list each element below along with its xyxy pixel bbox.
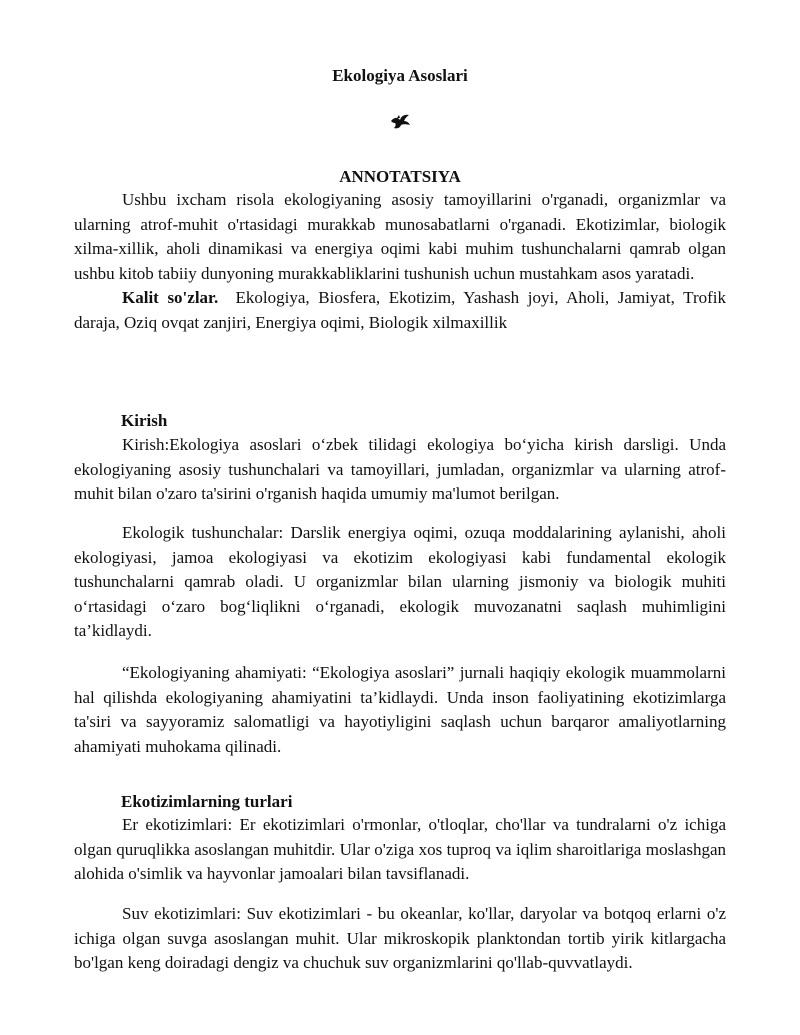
ecosystems-paragraph-2-block bbox=[74, 902, 726, 976]
intro-paragraph-3-block bbox=[74, 661, 726, 759]
document-title: Ekologiya Asoslari bbox=[332, 66, 468, 85]
intro-paragraph: Ekologik tushunchalar: Darslik energiya oqimi, ozuqa moddalarining aylanishi, aholi ekologiyasi, jamoa ekologiyasi va ekotizim ekologiyasi kabi fundamental ekologik tushunchalarni qamrab oladi. U organizmlar bilan ularning jismoniy va biologik muhiti o‘rtasidagi o‘zaro bog‘liqlikni o‘rganadi, ekologik muvozanatni saqlash muhimligini ta’kidlaydi. bbox=[74, 523, 726, 640]
keywords-paragraph bbox=[74, 286, 726, 335]
ecosystems-heading: Ekotizimlarning turlari bbox=[121, 792, 293, 811]
leaf-bird-ornament-icon bbox=[388, 112, 412, 132]
ecosystems-paragraph: Suv ekotizimlari: Suv ekotizimlari - bu okeanlar, ko'llar, daryolar va botqoq erlarni o'z ichiga olgan suvga asoslangan muhit. Ular mikroskopik planktondan tortib yirik kitlargacha bo'lgan keng doiradagi dengiz va chuchuk suv organizmlarini qo'llab-quvvatlaydi. bbox=[74, 904, 726, 972]
ecosystems-paragraph: Er ekotizimlari: Er ekotizimlari o'rmonlar, o'tloqlar, cho'llar va tundralarni o'z ichiga olgan quruqlikka asoslangan muhitdir. Ular o'ziga xos tuproq va iqlim sharoitlariga moslashgan alohida o'simlik va hayvonlar jamoalari bilan tavsiflanadi. bbox=[74, 815, 726, 883]
keywords-text: Ekologiya, Biosfera, Ekotizim, Yashash joyi, Aholi, Jamiyat, Trofik daraja, Oziq ovqat zanjiri, Energiya oqimi, Biologik xilmaxillik bbox=[74, 288, 726, 332]
intro-paragraph: Kirish:Ekologiya asoslari o‘zbek tilidagi ekologiya bo‘yicha kirish darsligi. Unda ekologiyaning asosiy tushunchalari va tamoyillari, jumladan, organizmlar va ularning atrof-muhit bilan o'zaro ta'sirini o'rganish haqida umumiy ma'lumot berilgan. bbox=[74, 435, 726, 503]
intro-paragraph-1-block bbox=[74, 433, 726, 507]
keywords-label: Kalit so'zlar. bbox=[122, 288, 219, 307]
annotation-paragraph: Ushbu ixcham risola ekologiyaning asosiy tamoyillarini o'rganadi, organizmlar va ularning atrof-muhit o'rtasidagi murakkab munosabatlarni o'rganadi. Ekotizimlar, biologik xilma-xillik, aholi dinamikasi va energiya oqimi kabi muhim tushunchalarni qamrab olgan ushbu kitob tabiiy dunyoning murakkabliklarini tushunish uchun mustahkam asos yaratadi. bbox=[74, 190, 726, 283]
intro-heading: Kirish bbox=[121, 411, 168, 430]
ecosystems-paragraph-1-block bbox=[74, 813, 726, 887]
annotation-heading: ANNOTATSIYA bbox=[339, 167, 461, 186]
intro-paragraph: “Ekologiyaning ahamiyati: “Ekologiya asoslari” jurnali haqiqiy ekologik muammolarni hal qilishda ekologiyaning ahamiyatini ta’kidlaydi. Unda inson faoliyatining ekotizimlarga ta'siri va sayyoramiz salomatligi va hayotiyligini saqlash uchun barqaror amaliyotlarning ahamiyati muhokama qilinadi. bbox=[74, 663, 726, 756]
intro-paragraph-2-block bbox=[74, 521, 726, 644]
annotation-block bbox=[74, 188, 726, 335]
